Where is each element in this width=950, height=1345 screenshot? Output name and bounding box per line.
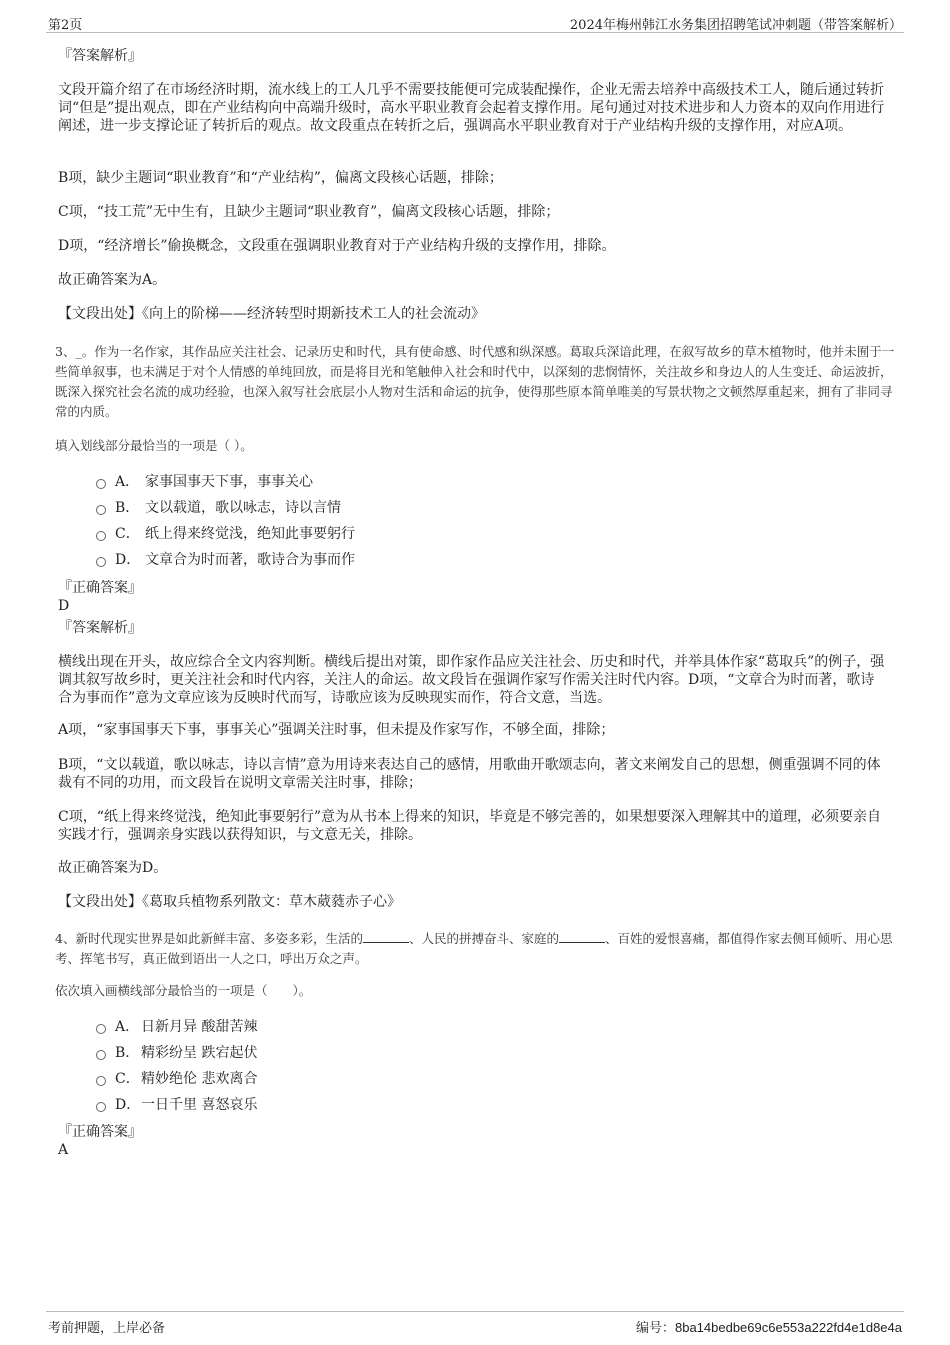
q3-analysis-option-c: C项，“纸上得来终觉浅，绝知此事要躬行”意为从书本上得来的知识，毕竟是不够完善的，如果想要深入理解其中的道理，必须要亲自实践才行，强调亲身实践以获得知识，与文意无关，排除。 <box>58 809 882 843</box>
q4-option-c[interactable]: C．精妙绝伦 悲欢离合 <box>96 1070 257 1088</box>
radio-icon[interactable] <box>96 505 106 515</box>
q3-conclusion: 故正确答案为D。 <box>58 860 168 876</box>
q4-answer: A <box>58 1142 69 1158</box>
radio-icon[interactable] <box>96 1024 106 1034</box>
q3-answer-heading: 『正确答案』 <box>58 580 142 596</box>
page-header <box>46 10 904 33</box>
radio-icon[interactable] <box>96 531 106 541</box>
document-title: 2024年梅州韩江水务集团招聘笔试冲刺题（带答案解析） <box>569 18 902 33</box>
fill-blank-1 <box>363 930 409 943</box>
q2-analysis-paragraph: 文段开篇介绍了在市场经济时期，流水线上的工人几乎不需要技能便可完成装配操作，企业无需去培养中高级技术工人，随后通过转折词“但是”提出观点，即在产业结构向中高端升级时，高水平职业教育会起着支撑作用。尾句通过对技术进步和人力资本的双向作用进行阐述，进一步支撑论证了转折后的观点。故文段重点在转折之后，强调高水平职业教育对于产业结构升级的支撑作用，对应A项。 <box>58 82 885 134</box>
q2-source-label: 【文段出处】 <box>58 306 142 322</box>
q2-source-text: 《向上的阶梯——经济转型时期新技术工人的社会流动》 <box>142 306 485 322</box>
q4-option-d[interactable]: D．一日千里 喜怒哀乐 <box>96 1096 257 1114</box>
q2-analysis-option-d: D项，“经济增长”偷换概念，文段重在强调职业教育对于产业结构升级的支撑作用，排除。 <box>58 238 616 254</box>
q4-answer-heading: 『正确答案』 <box>58 1124 142 1140</box>
fill-blank-2 <box>559 930 605 943</box>
q3-source <box>58 893 888 911</box>
q3-option-b[interactable]: B． 文以载道，歌以咏志，诗以言情 <box>96 499 341 517</box>
q3-option-a[interactable]: A． 家事国事天下事，事事关心 <box>96 473 313 491</box>
footer-slogan: 考前押题，上岸必备 <box>48 1321 166 1336</box>
q3-option-d[interactable]: D． 文章合为时而著，歌诗合为事而作 <box>96 551 355 569</box>
q3-answer: D <box>58 598 70 614</box>
page-number: 第2页 <box>48 18 83 33</box>
q4-option-b[interactable]: B． 精彩纷呈 跌宕起伏 <box>96 1044 257 1062</box>
q3-source-label: 【文段出处】 <box>58 894 142 910</box>
q4-option-a[interactable]: A． 日新月异 酸甜苦辣 <box>96 1018 257 1036</box>
q3-prompt: 填入划线部分最恰当的一项是（ ）。 <box>55 438 253 453</box>
q2-analysis-option-b: B项，缺少主题词“职业教育”和“产业结构”，偏离文段核心话题，排除； <box>58 170 503 186</box>
q2-analysis-heading: 『答案解析』 <box>58 48 142 64</box>
radio-icon[interactable] <box>96 1076 106 1086</box>
q2-conclusion: 故正确答案为A。 <box>58 272 167 288</box>
q2-source <box>58 305 888 323</box>
q3-analysis-paragraph: 横线出现在开头，故应综合全文内容判断。横线后提出对策，即作家作品应关注社会、历史和时代，并举具体作家“葛取兵”的例子，强调其叙写故乡时，更关注社会和时代内容，关注人的命运。故文段旨在强调作家写作需关注时代内容。D项，“文章合为时而著，歌诗合为事而作”意为文章应该为反映时代而写，诗歌应该为反映现实而作，符合文意，当选。 <box>58 654 885 706</box>
q3-analysis-option-b: B项，“文以载道，歌以咏志，诗以言情”意为用诗来表达自己的感情，用歌曲开歌颂志向，著文来阐发自己的思想，侧重强调不同的体裁有不同的功用，而文段旨在说明文章需关注时事，排除； <box>58 757 881 791</box>
radio-icon[interactable] <box>96 1102 106 1112</box>
q3-analysis-heading: 『答案解析』 <box>58 620 142 636</box>
q3-analysis-option-a: A项，“家事国事天下事，事事关心”强调关注时事，但未提及作家写作，不够全面，排除； <box>58 722 615 738</box>
page-footer <box>46 1311 904 1338</box>
q2-analysis-option-c: C项，“技工荒”无中生有，且缺少主题词“职业教育”，偏离文段核心话题，排除； <box>58 204 560 220</box>
q4-stem: 4、新时代现实世界是如此新鲜丰富、多姿多彩，生活的 、人民的拼搏奋斗、家庭的 、百姓的爱恨喜痛，都值得作家去侧耳倾听、用心思考、挥笔书写，真正做到语出一人之口，呼出万众之声。 <box>55 931 893 966</box>
radio-icon[interactable] <box>96 479 106 489</box>
q3-option-c[interactable]: C． 纸上得来终觉浅，绝知此事要躬行 <box>96 525 355 543</box>
radio-icon[interactable] <box>96 1050 106 1060</box>
radio-icon[interactable] <box>96 557 106 567</box>
q3-stem: 3、_。作为一名作家，其作品应关注社会、记录历史和时代，具有使命感、时代感和纵深感。葛取兵深谙此理，在叙写故乡的草木植物时，他并未囿于一些简单叙事，也未满足于对个人情感的单纯回放，而是将目光和笔触伸入社会和时代中，以深刻的悲悯情怀，关注故乡和身边人的人生变迁、命运波折，既深入探究社会名流的成功经验，也深入叙写社会底层小人物对生活和命运的抗争，使得那些原本简单唯美的写景状物之文顿然厚重起来，拥有了非同寻常的内质。 <box>55 344 895 419</box>
q4-prompt: 依次填入画横线部分最恰当的一项是（ ）。 <box>55 983 312 998</box>
q3-source-text: 《葛取兵植物系列散文：草木葳蕤赤子心》 <box>142 894 401 910</box>
footer-code: 编号：8ba14bedbe69c6e553a222fd4e1d8e4a <box>635 1320 902 1336</box>
